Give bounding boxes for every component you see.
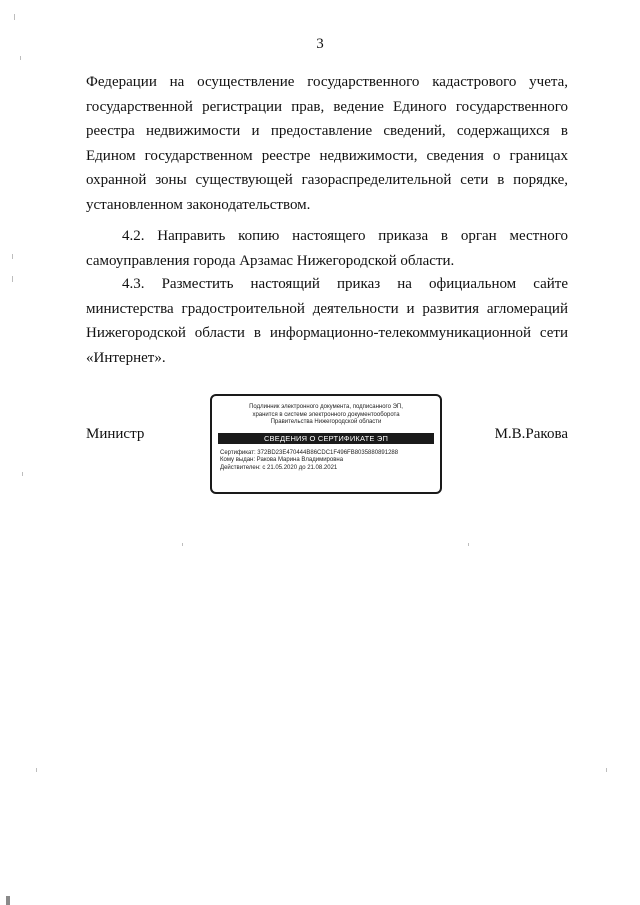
stamp-header-line: хранится в системе электронного документооборота: [252, 411, 400, 418]
stamp-header-line: Подлинник электронного документа, подписанного ЭП,: [249, 404, 403, 410]
paragraph-4-3: [86, 272, 568, 370]
paragraph-text: 4.3. Разместить настоящий приказ на официальном сайте министерства градостроительной деятельности и развития агломераций Нижегородской области в информационно-телекоммуникационной сети «Интернет».: [86, 276, 568, 366]
scan-artifact: [20, 56, 21, 60]
scan-artifact: [606, 768, 607, 772]
paragraph-continuation: [86, 70, 568, 217]
electronic-signature-stamp: [210, 394, 442, 494]
scan-artifact: [14, 14, 15, 20]
certificate-validity: Действителен: с 21.05.2020 до 21.08.2021: [220, 464, 338, 471]
scan-artifact: [6, 896, 10, 905]
scan-artifact: [12, 276, 13, 282]
page-number: 3: [316, 36, 324, 52]
signatory-name: М.В.Ракова: [494, 426, 568, 442]
scan-artifact: [468, 543, 469, 546]
stamp-details: [220, 450, 432, 473]
scan-artifact: [182, 543, 183, 546]
certificate-owner: Кому выдан: Ракова Марина Владимировна: [220, 457, 344, 463]
paragraph-text: 4.2. Направить копию настоящего приказа в орган местного самоуправления города Арзамас Нижегородской области.: [86, 228, 568, 269]
paragraph-text: Федерации на осуществление государственного кадастрового учета, государственной регистрации прав, ведение Единого государственного реестра недвижимости и предоставление сведений, содержащихся в Едином государственном реестре недвижимости, сведения о границах охранной зоны существующей газораспределительной сети в порядке, установленном законодательством.: [86, 74, 568, 213]
scan-artifact: [12, 254, 13, 259]
certificate-serial: Сертификат: 372BD23E470444B86CDC1F496FB8035880891288: [220, 449, 399, 456]
signatory-title: Министр: [86, 426, 145, 442]
scan-artifact: [22, 472, 23, 476]
paragraph-4-2: [86, 224, 568, 273]
stamp-title-bar: СВЕДЕНИЯ О СЕРТИФИКАТЕ ЭП: [218, 433, 434, 444]
stamp-header-line: Правительства Нижегородской области: [270, 419, 382, 425]
stamp-header: [212, 404, 440, 427]
scan-artifact: [36, 768, 37, 772]
